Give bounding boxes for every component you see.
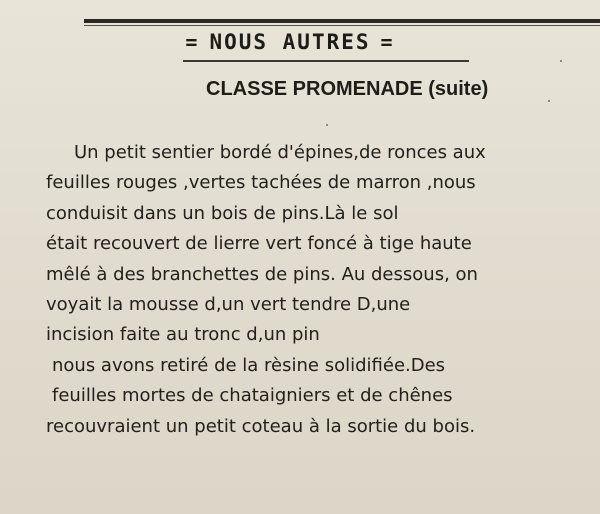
- masthead-top-thin-rule: [84, 25, 600, 26]
- masthead-underline: [183, 60, 469, 62]
- article-line: feuilles rouges ,vertes tachées de marron ,nous: [46, 172, 476, 194]
- article-line: mêlé à des branchettes de pins. Au dessous, on: [46, 263, 478, 285]
- paper-speck: [548, 100, 550, 102]
- article-line: était recouvert de lierre vert foncé à tige haute: [46, 233, 472, 255]
- masthead-title: NOUS AUTRES: [209, 30, 371, 54]
- masthead-top-rule: [84, 19, 600, 23]
- article-line: voyait la mousse d,un vert tendre D,une: [46, 293, 411, 315]
- article-heading: CLASSE PROMENADE (suite): [206, 78, 489, 100]
- article-line: feuilles mortes de chataigniers et de chênes: [52, 385, 453, 407]
- article-line: nous avons retiré de la rèsine solidifiée.Des: [52, 354, 446, 376]
- paper-speck: [560, 60, 562, 62]
- article-line: Un petit sentier bordé d'épines,de ronces aux: [74, 142, 486, 163]
- article-body: [46, 138, 556, 442]
- article-line: recouvraient un petit coteau à la sortie du bois.: [46, 415, 476, 437]
- article-line: conduisit dans un bois de pins.Là le sol: [46, 202, 399, 224]
- paper-speck: [326, 124, 328, 126]
- article-line: incision faite au tronc d,un pin: [46, 324, 320, 346]
- masthead: [130, 30, 450, 60]
- masthead-ornament-right: =: [380, 30, 395, 54]
- masthead-ornament-left: =: [185, 30, 200, 54]
